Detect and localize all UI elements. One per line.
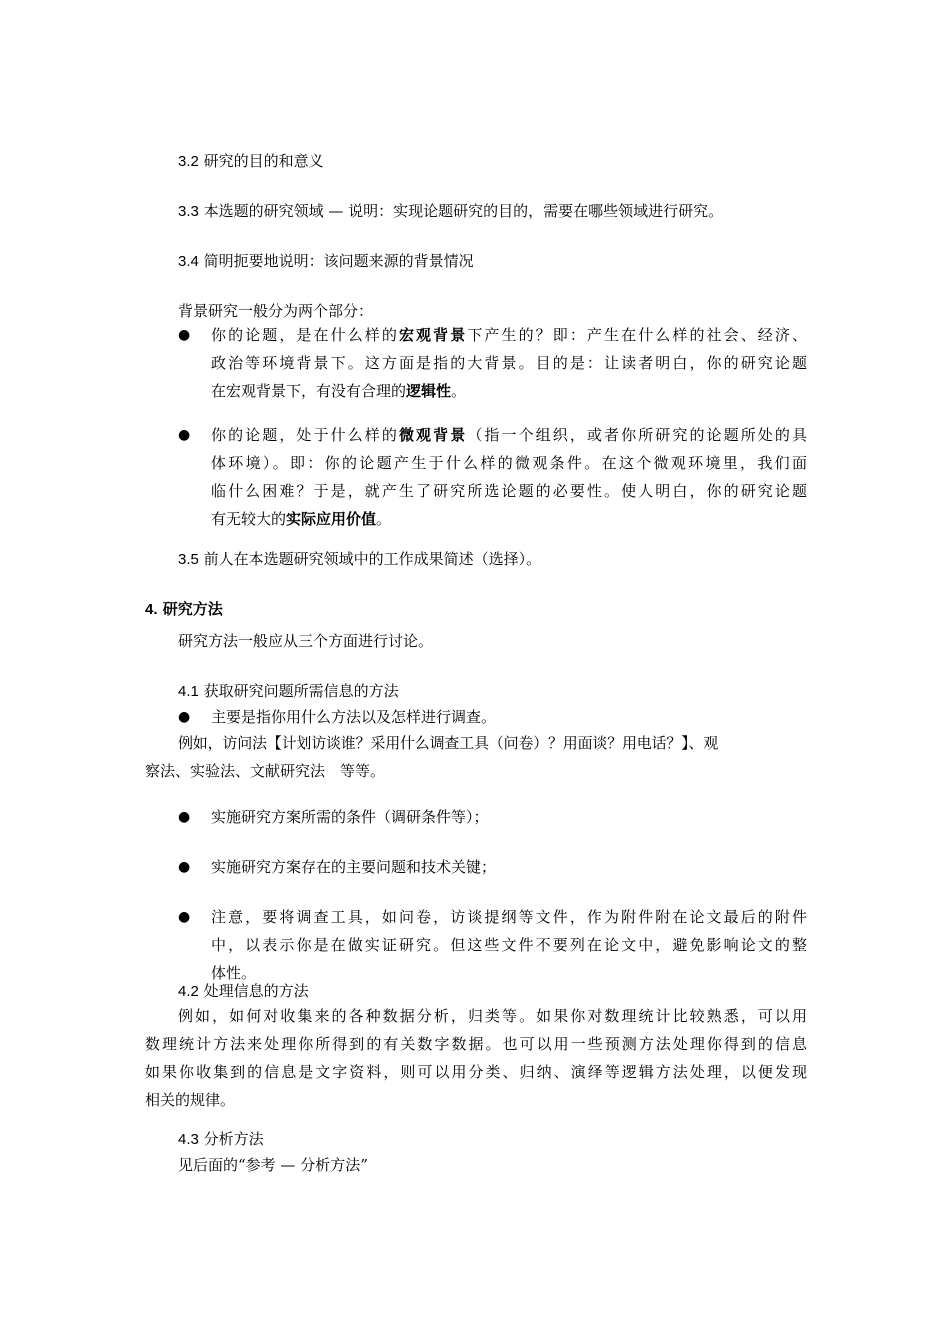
text-line: 相关的规律。: [145, 1091, 236, 1109]
text-line: 中，以表示你是在做实证研究。但这些文件不要列在论文中，避免影响论文的整: [211, 936, 807, 954]
text-line: 如果你收集到的信息是文字资料，则可以用分类、归纳、演绎等逻辑方法处理，以便发现: [145, 1063, 807, 1081]
text-line: 政治等环境背景下。这方面是指的大背景。目的是：让读者明白，你的研究论题: [211, 354, 807, 372]
text-line: 数理统计方法来处理你所得到的有关数字数据。也可以用一些预测方法处理你得到的信息: [145, 1035, 807, 1053]
section-title: 本选题的研究领域 — 说明：实现论题研究的目的，需要在哪些领域进行研究。: [203, 202, 724, 220]
text-line: 在宏观背景下，有没有合理的逻辑性。: [211, 382, 467, 400]
section-number: 4.2: [178, 983, 199, 1000]
heading-4-3: [178, 1126, 264, 1153]
example-paragraph: [145, 729, 807, 785]
analysis-reference: 见后面的“参考 — 分析方法”: [178, 1156, 368, 1174]
bullet-marker: ●: [178, 909, 191, 925]
list-item-attachments-note: [211, 903, 807, 987]
section-number: 3.3: [178, 203, 199, 220]
section-number: 3.4: [178, 253, 199, 270]
text-line: 例如，如何对收集来的各种数据分析，归类等。如果你对数理统计比较熟悉，可以用: [178, 1007, 807, 1025]
text-line: 你的论题，是在什么样的宏观背景下产生的？即：产生在什么样的社会、经济、: [211, 326, 807, 344]
bullet-marker: ●: [178, 859, 191, 875]
section-title: 前人在本选题研究领域中的工作成果简述（选择）。: [203, 550, 542, 568]
text-line: 你的论题，处于什么样的微观背景（指一个组织，或者你所研究的论题所处的具: [211, 426, 807, 444]
text-line: 有无较大的实际应用价值。: [211, 510, 392, 528]
list-item-key-problems: 实施研究方案存在的主要问题和技术关键；: [211, 858, 497, 876]
list-item-survey-method: 主要是指你用什么方法以及怎样进行调查。: [211, 708, 497, 726]
list-item-micro-background: [211, 421, 807, 533]
bullet-marker: ●: [178, 327, 191, 343]
section-title: 处理信息的方法: [203, 982, 309, 1000]
bullet-marker: ●: [178, 809, 191, 825]
heading-3-3: [178, 198, 723, 225]
text-line: 体性。: [211, 964, 257, 982]
section-title: 研究的目的和意义: [203, 152, 324, 170]
text-line: 临什么困难？于是，就产生了研究所选论题的必要性。使人明白，你的研究论题: [211, 482, 807, 500]
processing-paragraph: [145, 1002, 807, 1114]
section-number: 4.3: [178, 1131, 199, 1148]
section-number: 4.1: [178, 683, 199, 700]
section-title: 研究方法: [162, 600, 223, 618]
text-line: 注意，要将调查工具，如问卷，访谈提纲等文件，作为附件附在论文最后的附件: [211, 908, 807, 926]
text-line: 例如，访问法【计划访谈谁？采用什么调查工具（问卷）？用面谈？用电话？】、观: [178, 734, 719, 752]
heading-4-1: [178, 678, 399, 705]
bullet-marker: ●: [178, 709, 191, 725]
bullet-marker: ●: [178, 427, 191, 443]
section-number: 3.5: [178, 551, 199, 568]
heading-3-2: [178, 148, 324, 175]
section-title: 简明扼要地说明：该问题来源的背景情况: [203, 252, 474, 270]
section-number: 3.2: [178, 153, 199, 170]
list-item-macro-background: [211, 321, 807, 405]
text-line: 察法、实验法、文献研究法 等等。: [145, 762, 386, 780]
methods-intro: 研究方法一般应从三个方面进行讨论。: [178, 632, 434, 650]
heading-4-2: [178, 978, 309, 1005]
section-title: 获取研究问题所需信息的方法: [203, 682, 399, 700]
heading-3-4: [178, 248, 474, 275]
list-item-conditions: 实施研究方案所需的条件（调研条件等）；: [211, 808, 489, 826]
heading-3-5: [178, 546, 541, 573]
section-title: 分析方法: [203, 1130, 264, 1148]
section-number: 4.: [145, 601, 158, 618]
background-intro: 背景研究一般分为两个部分：: [178, 302, 374, 320]
text-line: 体环境）。即：你的论题产生于什么样的微观条件。在这个微观环境里，我们面: [211, 454, 807, 472]
heading-4: [145, 596, 223, 623]
